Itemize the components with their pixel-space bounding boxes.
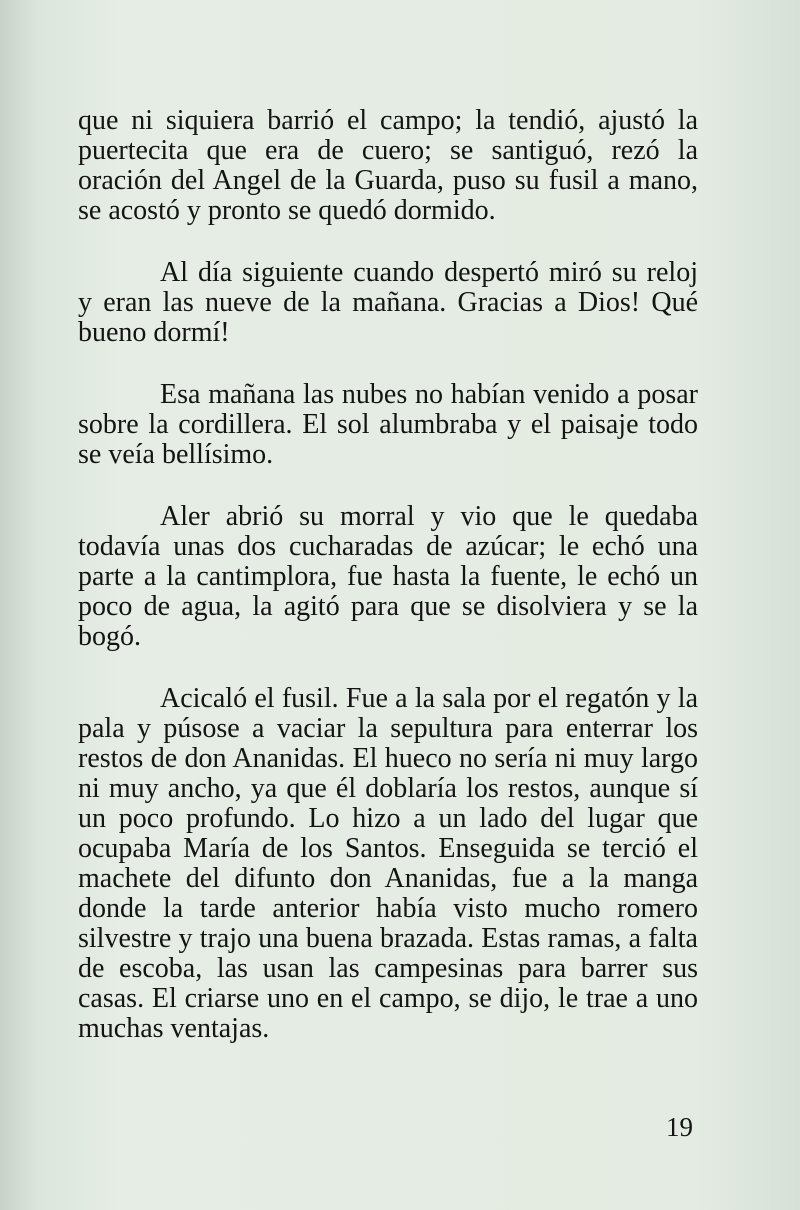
page-number: 19 (666, 1112, 693, 1142)
paragraph-2: Al día siguiente cuando despertó miró su reloj y eran las nueve de la mañana. Gracias a Dios! Qué bueno dormí! (78, 257, 698, 348)
paragraph-1: que ni siquiera barrió el campo; la tendió, ajustó la puertecita que era de cuero; se santiguó, rezó la oración del Angel de la Guarda, puso su fusil a mano, se acostó y pronto se quedó dormido. (78, 105, 698, 226)
page-body-text (78, 106, 698, 1044)
paragraph-5: Acicaló el fusil. Fue a la sala por el regatón y la pala y púsose a vaciar la sepultura para enterrar los restos de don Ananidas. El hueco no sería ni muy largo ni muy ancho, ya que él doblaría los restos, aunque sí un poco profundo. Lo hizo a un lado del lugar que ocupaba María de los Santos. Enseguida se terció el machete del difunto don Ananidas, fue a la manga donde la tarde anterior había visto mucho romero silvestre y trajo una buena brazada. Estas ramas, a falta de escoba, las usan las campesinas para barrer sus casas. El criarse uno en el campo, se dijo, le trae a uno muchas ventajas. (78, 683, 698, 1044)
paragraph-3: Esa mañana las nubes no habían venido a posar sobre la cordillera. El sol alumbraba y el paisaje todo se veía bellísimo. (78, 379, 698, 470)
paragraph-4: Aler abrió su morral y vio que le quedaba todavía unas dos cucharadas de azúcar; le echó una parte a la cantimplora, fue hasta la fuente, le echó un poco de agua, la agitó para que se disolviera y se la bogó. (78, 501, 698, 652)
